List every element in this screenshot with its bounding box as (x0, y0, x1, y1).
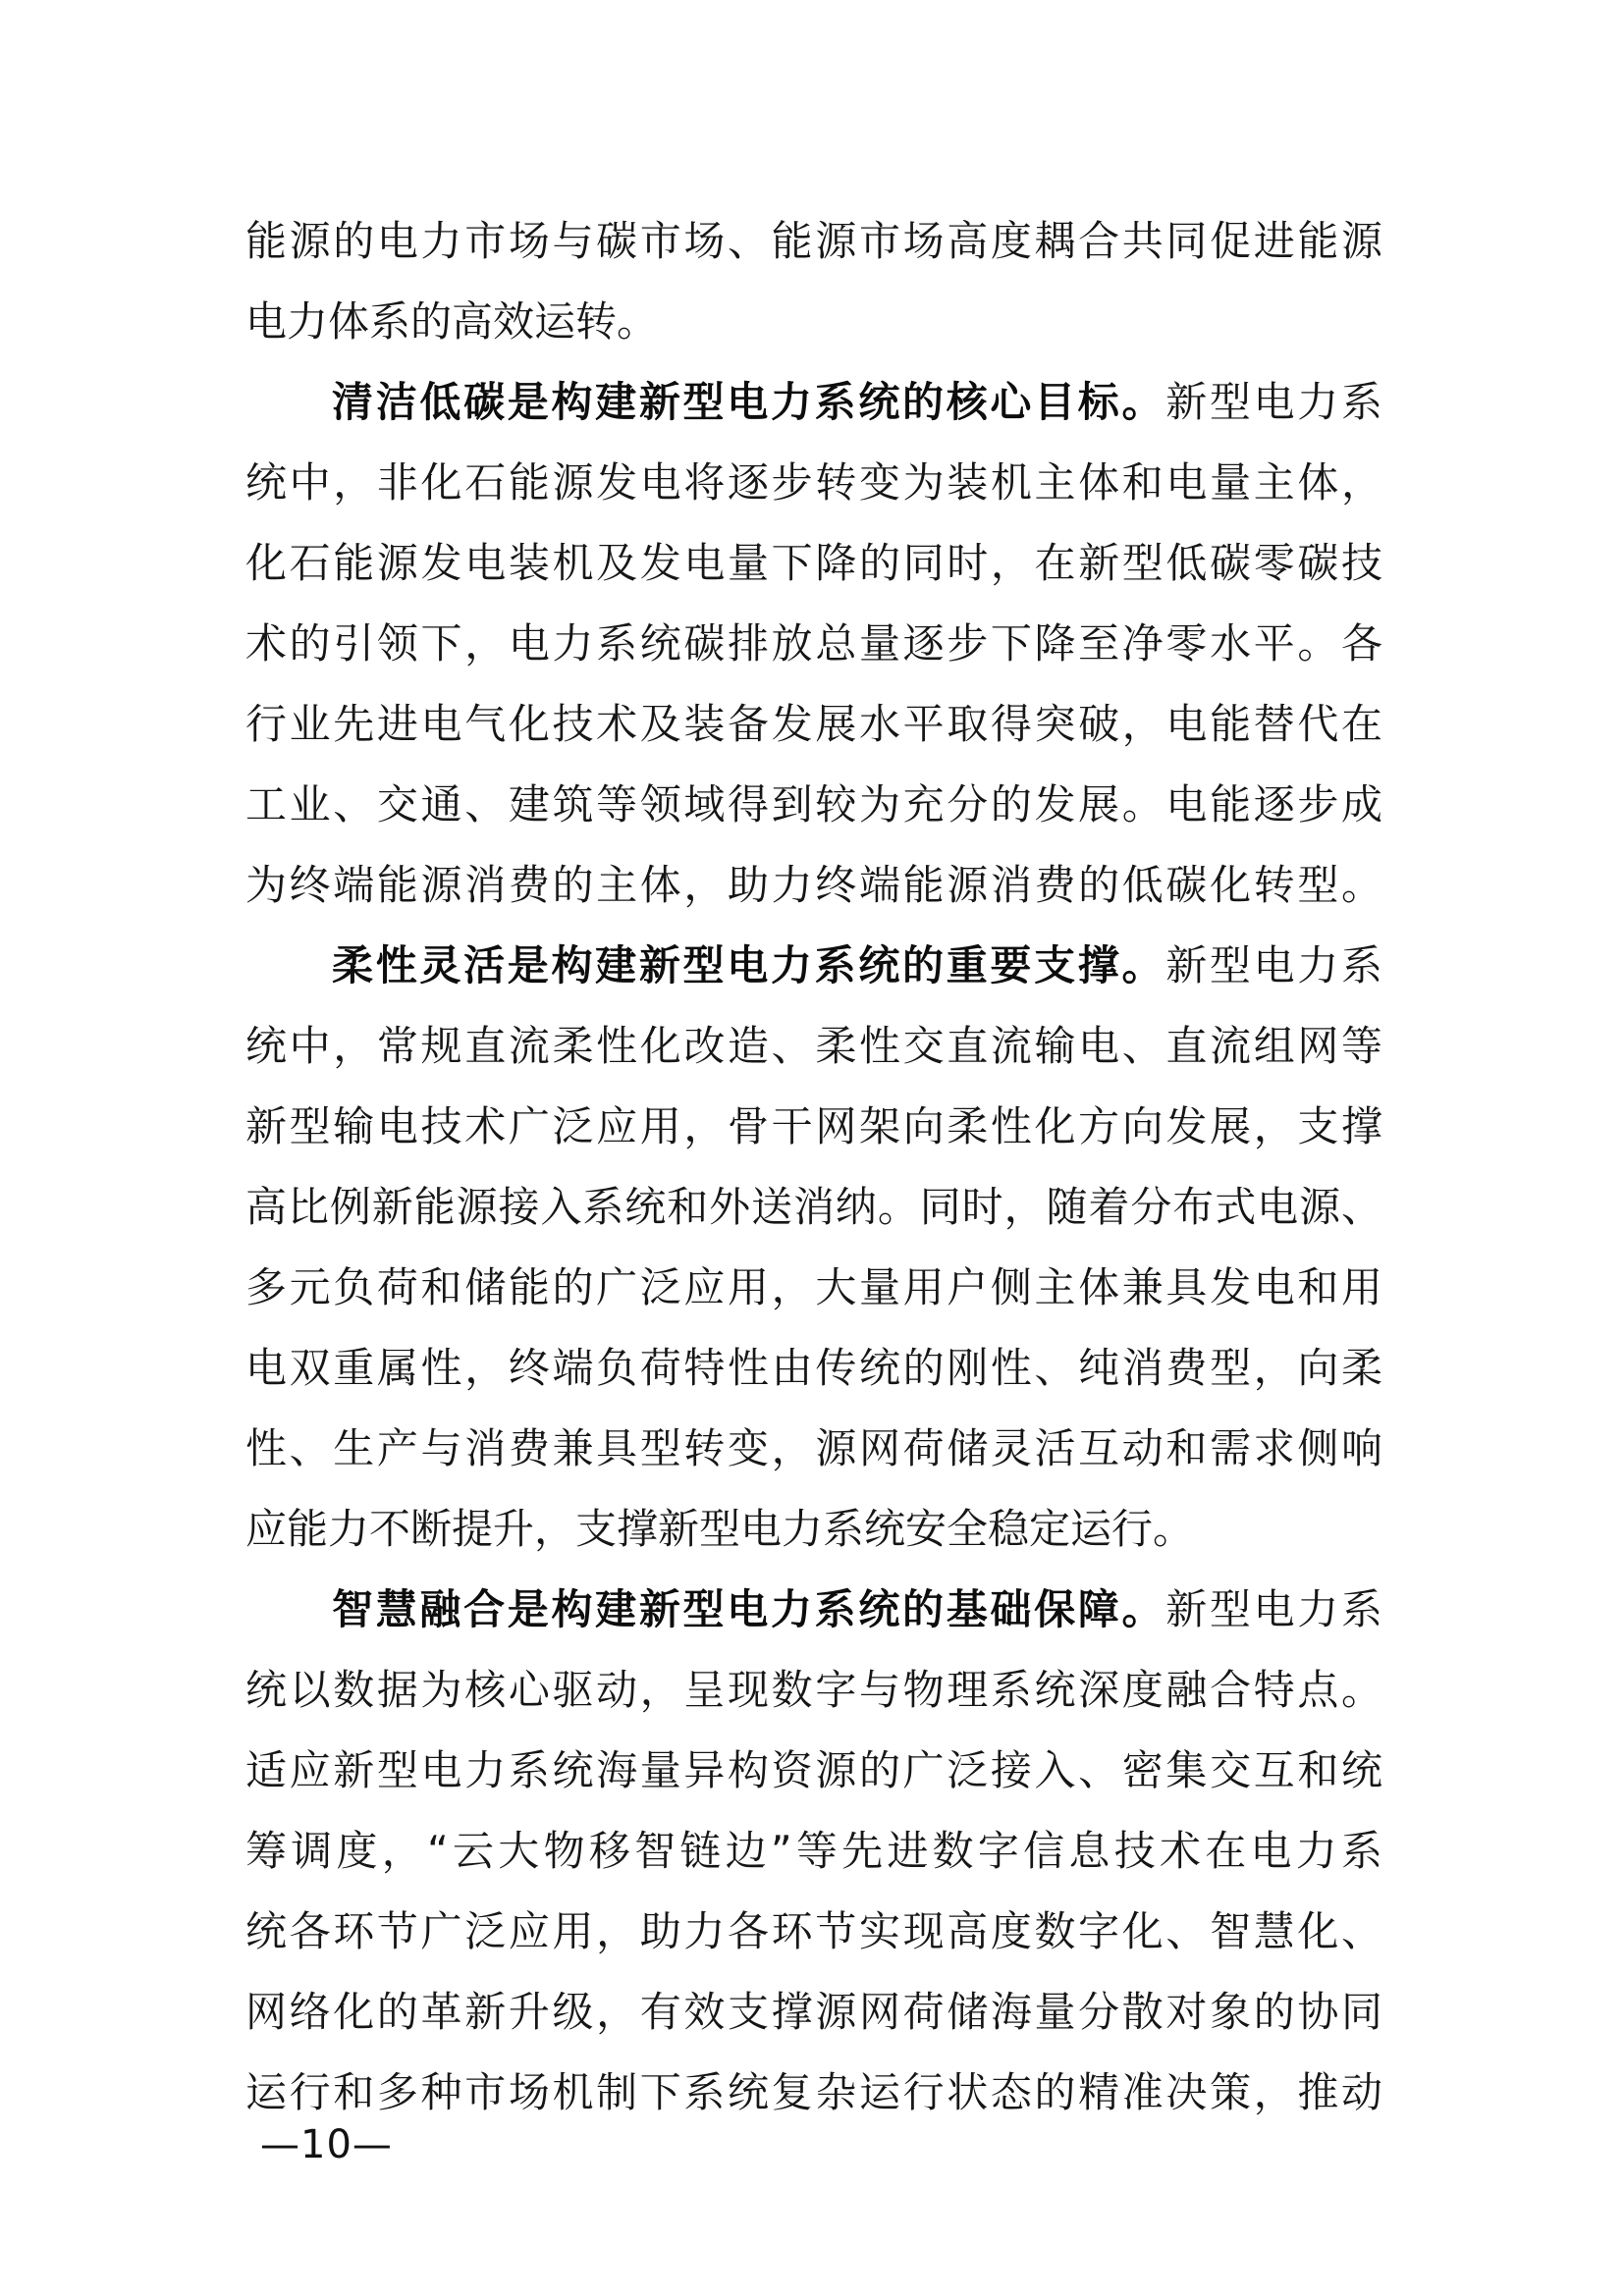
text-line: 统各环节广泛应用，助力各环节实现高度数字化、智慧化、 (245, 1907, 1382, 1955)
text-line: 运行和多种市场机制下系统复杂运行状态的精准决策，推动 (245, 2068, 1382, 2116)
text-line: 为终端能源消费的主体，助力终端能源消费的低碳化转型。 (245, 861, 1382, 909)
text-line: 统中，非化石能源发电将逐步转变为装机主体和电量主体， (245, 458, 1382, 507)
text-line (245, 1570, 1382, 1650)
paragraph-lead-bold: 清洁低碳是构建新型电力系统的核心目标。 (332, 378, 1166, 426)
paragraph-clean-low-carbon (245, 362, 1382, 926)
text-line: 高比例新能源接入系统和外送消纳。同时，随着分布式电源、 (245, 1183, 1382, 1231)
page-number: —10— (260, 2122, 393, 2167)
text-line (245, 926, 1382, 1006)
text-line: 能源的电力市场与碳市场、能源市场高度耦合共同促进能源 (245, 217, 1382, 265)
text-line: 工业、交通、建筑等领域得到较为充分的发展。电能逐步成 (245, 780, 1382, 828)
paragraph-flexible (245, 926, 1382, 1570)
paragraph-lead-bold: 柔性灵活是构建新型电力系统的重要支撑。 (332, 941, 1166, 989)
text-line: 统中，常规直流柔性化改造、柔性交直流输电、直流组网等 (245, 1022, 1382, 1070)
text-line: 统以数据为核心驱动，呈现数字与物理系统深度融合特点。 (245, 1666, 1382, 1714)
text-line: 应能力不断提升，支撑新型电力系统安全稳定运行。 (245, 1505, 1195, 1553)
paragraph-smart-integration (245, 1570, 1382, 2133)
paragraph-lead-rest: 新型电力系 (1165, 1585, 1382, 1633)
text-line (245, 362, 1382, 443)
text-line: 术的引领下，电力系统碳排放总量逐步下降至净零水平。各 (245, 619, 1382, 667)
text-line: 网络化的革新升级，有效支撑源网荷储海量分散对象的协同 (245, 1988, 1382, 2036)
text-line: 性、生产与消费兼具型转变，源网荷储灵活互动和需求侧响 (245, 1424, 1382, 1472)
paragraph-lead-rest: 新型电力系 (1165, 378, 1382, 426)
paragraph-lead-bold: 智慧融合是构建新型电力系统的基础保障。 (332, 1585, 1166, 1633)
text-line: 多元负荷和储能的广泛应用，大量用户侧主体兼具发电和用 (245, 1263, 1382, 1311)
text-line: 化石能源发电装机及发电量下降的同时，在新型低碳零碳技 (245, 539, 1382, 587)
paragraph-continuation (245, 201, 1382, 362)
page-body (245, 201, 1382, 2133)
text-line: 电双重属性，终端负荷特性由传统的刚性、纯消费型，向柔 (245, 1344, 1382, 1392)
text-line: 筹调度，“云大物移智链边”等先进数字信息技术在电力系 (245, 1827, 1382, 1875)
text-line: 适应新型电力系统海量异构资源的广泛接入、密集交互和统 (245, 1746, 1382, 1794)
paragraph-lead-rest: 新型电力系 (1165, 941, 1382, 989)
text-line: 电力体系的高效运转。 (245, 297, 659, 346)
text-line: 行业先进电气化技术及装备发展水平取得突破，电能替代在 (245, 700, 1382, 748)
text-line: 新型输电技术广泛应用，骨干网架向柔性化方向发展，支撑 (245, 1102, 1382, 1150)
